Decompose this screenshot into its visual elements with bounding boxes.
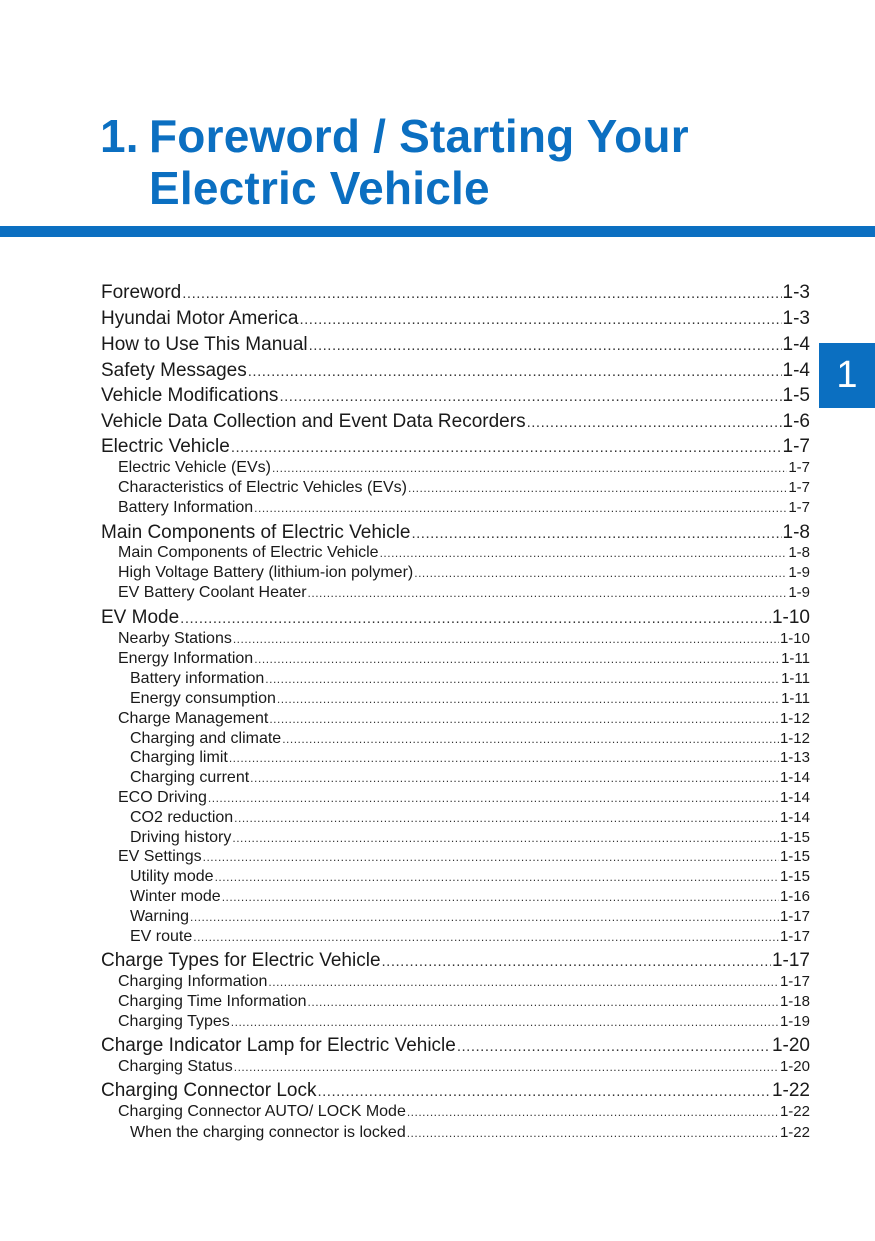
toc-entry-title: Charging Connector Lock [101,1080,317,1101]
toc-entry-page: 1-6 [782,411,810,432]
chapter-tab: 1 [819,343,875,408]
toc-entry-title: Warning [130,908,189,925]
toc-entry-page: 1-3 [782,282,810,303]
toc-subentry[interactable] [101,478,810,498]
toc-entry-page: 1-8 [782,522,810,543]
toc-subentry[interactable] [101,563,810,583]
chapter-title-line-1: Foreword / Starting Your [149,110,689,162]
toc-entry-title: High Voltage Battery (lithium-ion polymer) [118,564,414,581]
toc-section-entry[interactable] [101,605,810,631]
toc-entry-page: 1-17 [779,928,810,945]
toc-entry-title: Vehicle Modifications [101,385,279,406]
dot-leader [308,992,779,1012]
dot-leader [414,563,787,583]
toc-section-entry[interactable] [101,434,810,460]
toc-section-entry[interactable] [101,383,810,409]
toc-subentry[interactable] [101,458,810,478]
dot-leader [279,384,781,410]
toc-subentry[interactable] [101,729,810,749]
toc-entry-page: 1-7 [788,479,810,496]
toc-subentry[interactable] [101,907,810,927]
toc-subentry[interactable] [101,709,810,729]
toc-entry-title: Foreword [101,282,182,303]
toc-subentry[interactable] [101,583,810,603]
dot-leader [254,649,780,669]
toc-entry-title: Vehicle Data Collection and Event Data Recorders [101,411,526,432]
toc-subentry[interactable] [101,649,810,669]
toc-entry-title: CO2 reduction [130,809,234,826]
toc-entry-page: 1-12 [779,730,810,747]
toc-entry-page: 1-10 [779,630,810,647]
toc-entry-title: Utility mode [130,868,214,885]
toc-entry-title: Main Components of Electric Vehicle [118,544,379,561]
toc-entry-page: 1-5 [782,385,810,406]
dot-leader [309,333,782,359]
dot-leader [234,808,779,828]
toc-entry-title: Charge Indicator Lamp for Electric Vehicle [101,1035,456,1056]
toc-subentry[interactable] [101,748,810,768]
toc-entry-page: 1-4 [782,334,810,355]
toc-entry-page: 1-3 [782,308,810,329]
toc-entry-title: Main Components of Electric Vehicle [101,522,411,543]
dot-leader [232,828,779,848]
toc-entry-page: 1-7 [788,499,810,516]
toc-entry-title: Energy Information [118,650,254,667]
toc-entry-page: 1-11 [781,650,810,667]
dot-leader [527,410,782,436]
dot-leader [265,669,780,689]
dot-leader [407,1123,779,1143]
dot-leader [215,867,779,887]
toc-subentry[interactable] [101,1057,810,1077]
toc-entry-title: Charge Management [118,710,269,727]
dot-leader [208,788,779,808]
toc-subentry[interactable] [101,689,810,709]
toc-subentry[interactable] [101,1102,810,1122]
toc-entry-page: 1-14 [779,789,810,806]
toc-entry-page: 1-18 [779,993,810,1010]
toc-entry-page: 1-11 [781,670,810,687]
toc-entry-page: 1-17 [771,950,810,971]
toc-entry-title: Charging Types [118,1013,230,1030]
toc-subentry[interactable] [101,543,810,563]
toc-entry-title: Characteristics of Electric Vehicles (EVs) [118,479,407,496]
toc-section-entry[interactable] [101,358,810,384]
toc-entry-page: 1-12 [779,710,810,727]
toc-entry-page: 1-17 [779,973,810,990]
dot-leader [380,543,788,563]
toc-subentry[interactable] [101,498,810,518]
toc-entry-page: 1-13 [779,749,810,766]
dot-leader [222,887,779,907]
toc-subentry[interactable] [101,1123,810,1143]
dot-leader [190,907,779,927]
toc-subentry[interactable] [101,887,810,907]
toc-entry-title: EV Settings [118,848,202,865]
toc-entry-title: Battery Information [118,499,254,516]
toc-section-entry[interactable] [101,1078,810,1104]
toc-subentry[interactable] [101,629,810,649]
toc-subentry[interactable] [101,972,810,992]
toc-entry-page: 1-11 [781,690,810,707]
toc-entry-title: Charging Connector AUTO/ LOCK Mode [118,1103,406,1120]
toc-entry-title: Nearby Stations [118,630,232,647]
toc-subentry[interactable] [101,1012,810,1032]
toc-entry-title: Charging Information [118,973,268,990]
toc-entry-title: ECO Driving [118,789,207,806]
toc-entry-title: EV Battery Coolant Heater [118,584,307,601]
toc-section-entry[interactable] [101,1033,810,1059]
toc-section-entry[interactable] [101,948,810,974]
toc-entry-page: 1-15 [779,848,810,865]
dot-leader [248,359,782,385]
toc-subentry[interactable] [101,669,810,689]
toc-section-entry[interactable] [101,332,810,358]
dot-leader [254,498,787,518]
chapter-title-line-2: Electric Vehicle [149,162,490,214]
toc-entry-title: Energy consumption [130,690,276,707]
toc-entry-title: Charging current [130,769,250,786]
toc-entry-title: Electric Vehicle [101,436,230,457]
toc-entry-title: Driving history [130,829,232,846]
chapter-number: 1. [100,110,139,162]
toc-entry-page: 1-7 [788,459,810,476]
toc-entry-page: 1-9 [788,564,810,581]
dot-leader [308,583,788,603]
dot-leader [234,1057,779,1077]
dot-leader [229,748,779,768]
toc-entry-title: When the charging connector is locked [130,1124,406,1141]
toc-subentry[interactable] [101,808,810,828]
toc-entry-page: 1-4 [782,360,810,381]
toc-entry-page: 1-9 [788,584,810,601]
toc-entry-title: Battery information [130,670,265,687]
dot-leader [193,927,779,947]
toc-entry-page: 1-20 [771,1035,810,1056]
dot-leader [282,729,779,749]
toc-entry-title: Charging Status [118,1058,233,1075]
dot-leader [277,689,780,709]
toc-entry-title: Charging and climate [130,730,282,747]
toc-subentry[interactable] [101,927,810,947]
toc-entry-page: 1-14 [779,769,810,786]
dot-leader [408,478,787,498]
title-divider [0,226,875,237]
toc-section-entry[interactable] [101,409,810,435]
toc-entry-page: 1-22 [779,1124,810,1141]
toc-entry-page: 1-19 [779,1013,810,1030]
toc-entry-title: Safety Messages [101,360,247,381]
toc-entry-title: How to Use This Manual [101,334,308,355]
toc-entry-title: Hyundai Motor America [101,308,299,329]
toc-subentry[interactable] [101,847,810,867]
toc-entry-title: Winter mode [130,888,221,905]
toc-subentry[interactable] [101,768,810,788]
dot-leader [272,458,787,478]
toc-entry-title: Electric Vehicle (EVs) [118,459,271,476]
toc-entry-page: 1-17 [779,908,810,925]
toc-entry-page: 1-22 [771,1080,810,1101]
toc-subentry[interactable] [101,867,810,887]
toc-entry-page: 1-15 [779,829,810,846]
dot-leader [231,1012,779,1032]
toc-subentry[interactable] [101,828,810,848]
toc-entry-title: EV Mode [101,607,180,628]
toc-section-entry[interactable] [101,306,810,332]
dot-leader [250,768,779,788]
dot-leader [233,629,779,649]
toc-entry-page: 1-14 [779,809,810,826]
dot-leader [182,281,781,307]
dot-leader [203,847,779,867]
dot-leader [407,1102,779,1122]
toc-entry-page: 1-20 [779,1058,810,1075]
toc-entry-page: 1-15 [779,868,810,885]
dot-leader [269,709,779,729]
toc-entry-page: 1-8 [788,544,810,561]
toc-entry-page: 1-16 [779,888,810,905]
toc-subentry[interactable] [101,992,810,1012]
toc-entry-page: 1-22 [779,1103,810,1120]
dot-leader [268,972,779,992]
toc-subentry[interactable] [101,788,810,808]
toc-entry-title: Charge Types for Electric Vehicle [101,950,381,971]
toc-entry-title: Charging limit [130,749,228,766]
toc-entry-page: 1-7 [782,436,810,457]
toc-section-entry[interactable] [101,280,810,306]
toc-entry-page: 1-10 [771,607,810,628]
toc-entry-title: EV route [130,928,193,945]
toc-entry-title: Charging Time Information [118,993,307,1010]
dot-leader [299,307,781,333]
